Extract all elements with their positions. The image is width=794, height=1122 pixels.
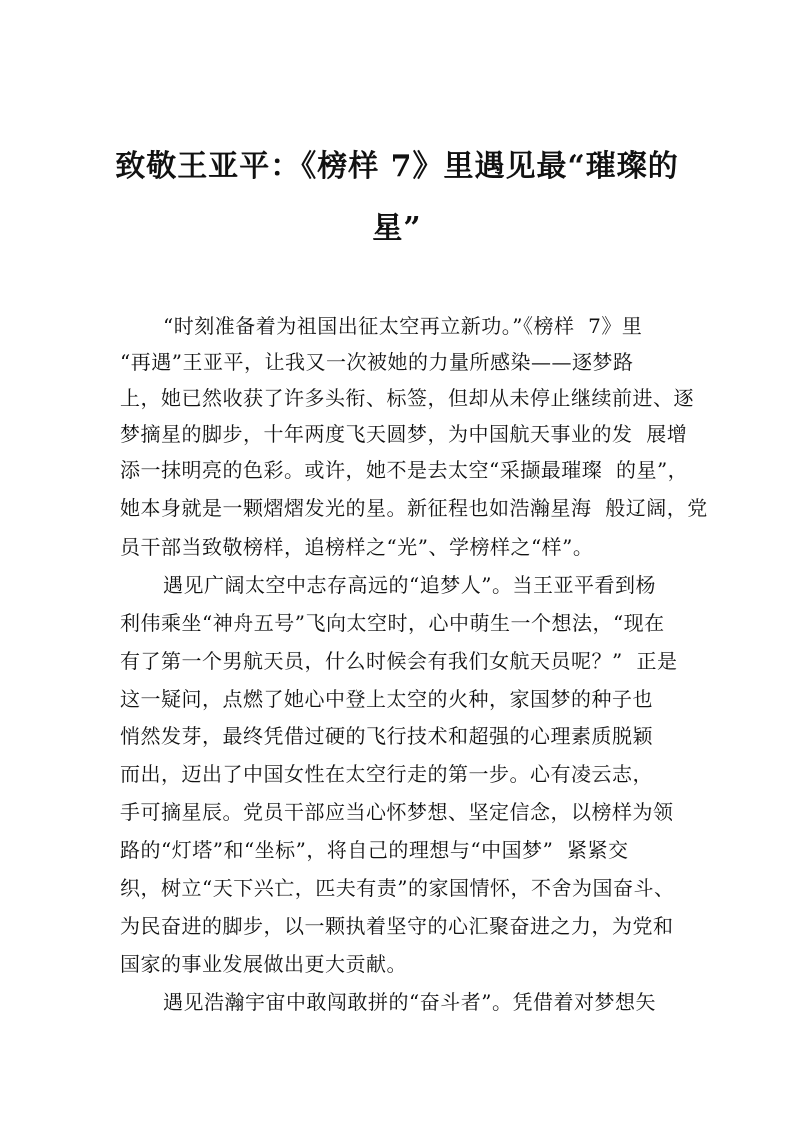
body-line-13: 而出，迈出了中国女性在太空行走的第一步。心有凌云志， — [120, 762, 653, 786]
document-title-line-1: 致敬王亚平：《榜样 7》里遇见最“璀璨的 — [115, 149, 679, 184]
body-line-8: 遇见广阔太空中志存高远的“追梦人”。当王亚平看到杨 — [163, 573, 656, 597]
body-line-9: 利伟乘坐“神舟五号”飞向太空时，心中萌生一个想法，“现在 — [120, 611, 665, 635]
body-line-11: 这一疑问，点燃了她心中登上太空的火种，家国梦的种子也 — [120, 687, 653, 711]
body-line-1: “时刻准备着为祖国出征太空再立新功。”《榜样 7》里 — [163, 314, 643, 338]
body-line-19: 遇见浩瀚宇宙中敢闯敢拼的“奋斗者”。凭借着对梦想矢 — [163, 990, 656, 1014]
body-line-3: 上，她已然收获了许多头衔、标签，但却从未停止继续前进、逐 — [120, 386, 694, 410]
body-line-4: 梦摘星的脚步，十年两度飞天圆梦，为中国航天事业的发 展增 — [120, 422, 688, 446]
body-line-5: 添一抹明亮的色彩。或许，她不是去太空“采撷最璀璨 的星”， — [120, 458, 689, 482]
body-line-14: 手可摘星辰。党员干部应当心怀梦想、坚定信念，以榜样为领 — [120, 800, 674, 824]
body-line-15: 路的“灯塔”和“坐标”，将自己的理想与“中国梦” 紧紧交 — [120, 838, 629, 862]
body-line-6: 她本身就是一颗熠熠发光的星。新征程也如浩瀚星海 般辽阔，党 — [120, 496, 708, 520]
body-line-7: 员干部当致敬榜样，追榜样之“光”、学榜样之“样”。 — [120, 535, 594, 559]
body-line-17: 为民奋进的脚步，以一颗执着坚守的心汇聚奋进之力，为党和 — [120, 914, 674, 938]
body-line-12: 悄然发芽，最终凭借过硬的飞行技术和超强的心理素质脱颖 — [120, 724, 653, 748]
body-line-2: “再遇”王亚平，让我又一次被她的力量所感染——逐梦路 — [120, 350, 634, 374]
body-line-10: 有了第一个男航天员，什么时候会有我们女航天员呢？” 正是 — [120, 649, 678, 673]
body-line-16: 织，树立“天下兴亡，匹夫有责”的家国情怀，不舍为国奋斗、 — [120, 876, 675, 900]
body-line-18: 国家的事业发展做出更大贡献。 — [120, 952, 407, 976]
document-title-line-2: 星” — [372, 211, 422, 246]
